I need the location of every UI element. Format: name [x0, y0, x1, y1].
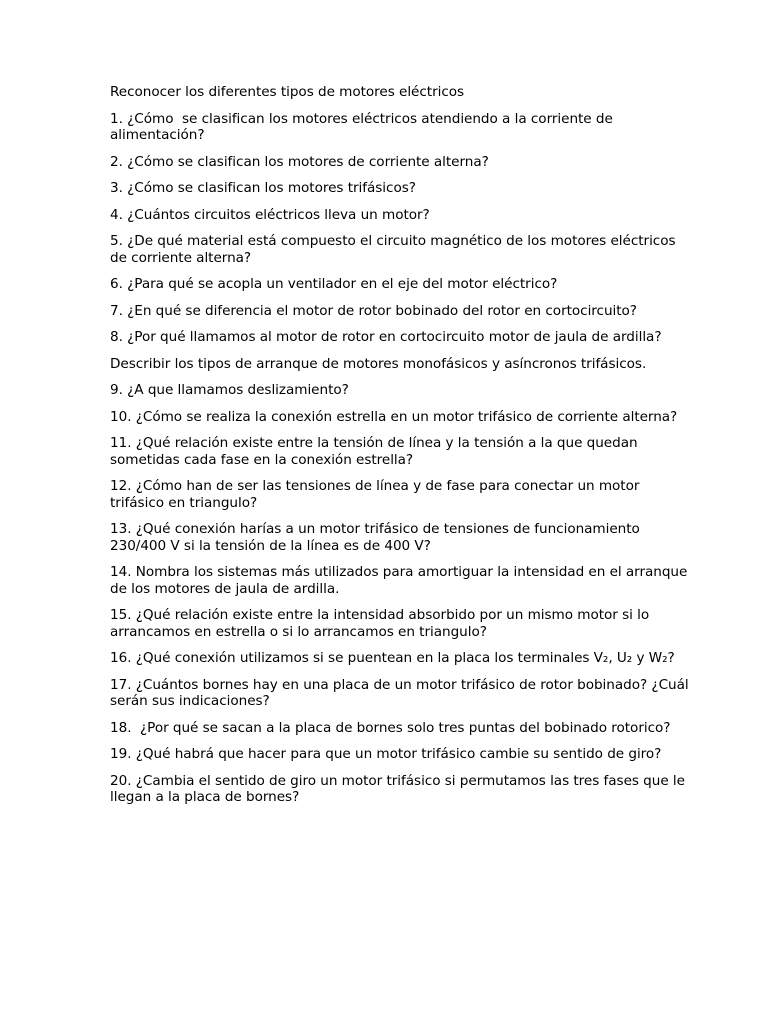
question-11: 11. ¿Qué relación existe entre la tensión de línea y la tensión a la que quedan sometidas cada fase en la conexión estrella? — [110, 435, 638, 468]
question-18: 18. ¿Por qué se sacan a la placa de bornes solo tres puntas del bobinado rotorico? — [110, 719, 671, 736]
question-20: 20. ¿Cambia el sentido de giro un motor trifásico si permutamos las tres fases que le llegan a la placa de bornes? — [110, 772, 685, 805]
document-page — [110, 84, 690, 816]
document-heading: Reconocer los diferentes tipos de motores eléctricos — [110, 84, 465, 100]
question-8: 8. ¿Por qué llamamos al motor de rotor en cortocircuito motor de jaula de ardilla? — [110, 329, 662, 345]
question-15: 15. ¿Qué relación existe entre la intensidad absorbido por un mismo motor si lo arrancamos en estrella o si lo arrancamos en triangulo? — [110, 607, 650, 640]
question-7: 7. ¿En qué se diferencia el motor de rotor bobinado del rotor en cortocircuito? — [110, 302, 637, 319]
question-19: 19. ¿Qué habrá que hacer para que un motor trifásico cambie su sentido de giro? — [110, 746, 662, 762]
question-14: 14. Nombra los sistemas más utilizados para amortiguar la intensidad en el arranque de los motores de jaula de ardilla. — [110, 564, 688, 597]
question-10: 10. ¿Cómo se realiza la conexión estrella en un motor trifásico de corriente alterna? — [110, 408, 678, 425]
question-6: 6. ¿Para qué se acopla un ventilador en el eje del motor eléctrico? — [110, 276, 558, 292]
question-3: 3. ¿Cómo se clasifican los motores trifásicos? — [110, 180, 416, 196]
question-16: 16. ¿Qué conexión utilizamos si se puentean en la placa los terminales V₂, U₂ y W₂? — [110, 650, 675, 666]
section-heading: Describir los tipos de arranque de motores monofásicos y asíncronos trifásicos. — [110, 355, 647, 372]
question-12: 12. ¿Cómo han de ser las tensiones de línea y de fase para conectar un motor trifásico en triangulo? — [110, 478, 640, 511]
question-4: 4. ¿Cuántos circuitos eléctricos lleva un motor? — [110, 206, 430, 223]
question-13: 13. ¿Qué conexión harías a un motor trifásico de tensiones de funcionamiento 230/400 V si la tensión de la línea es de 400 V? — [110, 521, 640, 554]
question-9: 9. ¿A que llamamos deslizamiento? — [110, 382, 349, 398]
question-17: 17. ¿Cuántos bornes hay en una placa de un motor trifásico de rotor bobinado? ¿Cuál serán sus indicaciones? — [110, 676, 689, 709]
question-2: 2. ¿Cómo se clasifican los motores de corriente alterna? — [110, 153, 489, 170]
question-5: 5. ¿De qué material está compuesto el circuito magnético de los motores eléctricos de corriente alterna? — [110, 233, 676, 266]
question-1: 1. ¿Cómo se clasifican los motores eléctricos atendiendo a la corriente de alimentación? — [110, 110, 618, 143]
